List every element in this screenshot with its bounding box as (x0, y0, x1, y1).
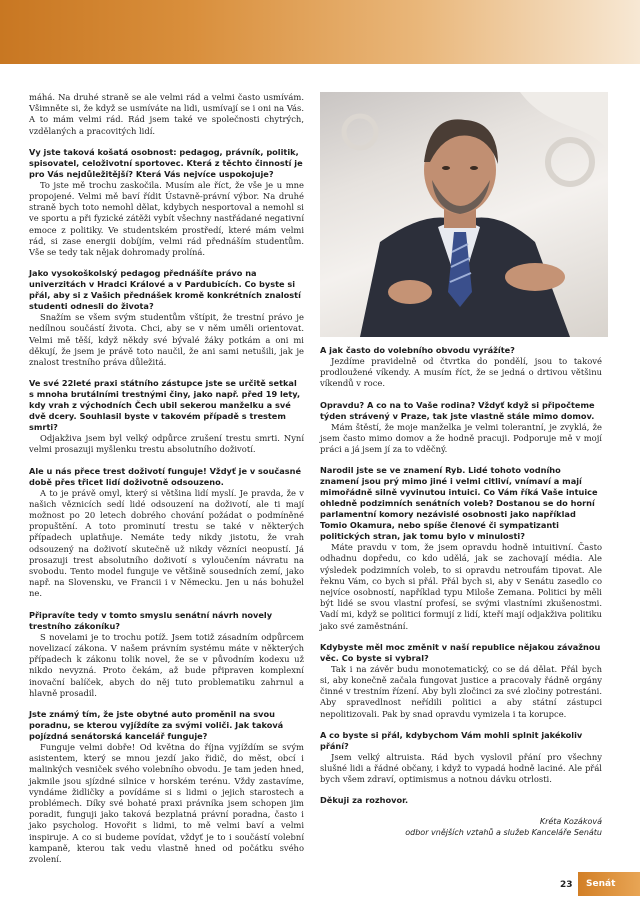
answer (29, 312, 304, 368)
qa-block (320, 730, 602, 786)
portrait-illustration (320, 92, 608, 337)
question: Děkuji za rozhovor. (320, 795, 409, 806)
answer-paragraph: Tak i na závěr budu monotematický, co se dá dělat. Přál bych si, aby konečně začala fungovat justice a pracovaly řádně orgány činné v trestním řízení. Aby byli zločinci za své zločiny potrestáni. Aby spravedlnost neřídili politici a aby státní zástupci nepolitizovali. Pak by snad opravdu vymizela i ta korupce. (320, 663, 602, 719)
qa-block (320, 345, 602, 390)
answer (320, 664, 602, 720)
question: A jak často do volebního obvodu vyrážíte? (320, 345, 515, 355)
qa-block (29, 268, 304, 368)
answer-paragraph: S novelami je to trochu potíž. Jsem totiž zásadním odpůrcem novelizací zákona. V našem právním systému máte v některých případech k zákonu tolik novel, že se v původním kodexu už nikdo nevyzná. Proto čekám, až bude připraven komplexní inovační balíček, abych do něj tuto problematiku zahrnul a hlavně prosadil. (29, 631, 304, 698)
portrait-photo (320, 92, 608, 337)
right-column (320, 345, 602, 838)
answer-paragraph: Snažím se všem svým studentům vštípit, že trestní právo je nedílnou součástí života. Chci, aby se v něm uměli orientovat. Velmi mě těší, když někdy své bývalé žáky potkám a oni mi děkují, že jsem je právě toto naučil, že ani sami netušili, jak je znalost trestního práva důležitá. (29, 312, 304, 368)
question: Narodil jste se ve znamení Ryb. Lidé tohoto vodního znamení jsou prý mimo jiné i velmi citliví, vnímaví a mají mimořádně silně vyvinutou intuici. Co Vám říká Vaše intuice ohledně podzimních senátních voleb? Dostanou se do horní parlamentní komory nezávislé osobnosti jako například Tomio Okamura, nebo spíše členové či sympatizanti politických stran, jak tomu bylo v minulosti? (320, 465, 598, 542)
answer (320, 752, 602, 786)
header-band (0, 0, 640, 64)
left-column (29, 92, 304, 875)
question: A co byste si přál, kdybychom Vám mohli splnit jakékoliv přání? (320, 729, 583, 751)
signature (320, 816, 602, 838)
answer-paragraph: Jezdíme pravidelně od čtvrtka do pondělí, jsou to takové prodloužené víkendy. A musím říct, že se jedná o drtivou většinu víkendů v roce. (320, 356, 602, 389)
signature-role: odbor vnějších vztahů a služeb Kanceláře Senátu (405, 828, 602, 838)
section-tab: Senát (578, 872, 640, 896)
question: Kdybyste měl moc změnit v naší republice nějakou závažnou věc. Co byste si vybral? (320, 641, 601, 663)
answer-paragraph: A to je právě omyl, který si většina lidí myslí. Je pravda, že v našich věznicích sedí lidé odsouzení na doživotí, ale ti mají možnost po 20 letech dobrého chování požádat o podmíněné propuštění. A toto prominutí trestu se také v některých případech uplatňuje. Nemáte tedy nikdy jistotu, že vrah odsouzený na doživotí skutečně už nikdy vězníci neopustí. Já prosazuji trest absolutního doživotí s vyloučením návratu na svobodu. Tento model funguje ve většině sousedních zemí, jako např. na Slovensku, ve Francii i v Německu. Jen u nás bohužel ne. (29, 487, 304, 599)
answer (29, 488, 304, 600)
answer (29, 92, 304, 137)
answer (320, 422, 602, 456)
answer-paragraph: Funguje velmi dobře! Od května do října vyjíždím se svým asistentem, který se mnou jezdí jako řidič, do měst, obcí i malinkých vesniček svého volebního obvodu. Je tam jeden hned, jakmile jsou sjízdné silnice v horském terénu. Vždy zastavíme, vyndáme židličky a povídáme si s lidmi o jejich starostech a problémech. Díky své bohaté praxi právníka jsem schopen jim poradit, funguji jako taková bezplatná právní poradna, často i jako psycholog. Hovořit s lidmi, to mě velmi baví a velmi inspiruje. A co si budeme povídat, vždyť je to i součástí volební kampaně, kterou tak vedu vlastně hned od počátku svého zvolení. (29, 741, 304, 864)
answer (320, 356, 602, 390)
qa-block (320, 642, 602, 720)
qa-block (29, 147, 304, 258)
answer-paragraph: Máte pravdu v tom, že jsem opravdu hodně intuitivní. Často odhadnu dopředu, co kdo udělá, jak se zachovají média. Ale výsledek podzimních voleb, to si opravdu netroufám tipovat. Ale řeknu Vám, co bych si přál. Přál bych si, aby v Senátu zasedlo co nejvíce osobností, například typu Miloše Zemana. Politici by měli být lidé se svou vlastní profesí, se svými vlastními zkušenostmi. Vadí mi, když se politici formují z lidí, kteří mají odjakživa politiku jako své zaměstnání. (320, 542, 602, 631)
answer-paragraph: Mám štěstí, že moje manželka je velmi tolerantní, je zvyklá, že jsem často mimo domov a že hodně pracuji. Podporuje mě v mojí práci a já jsem jí za to vděčný. (320, 421, 602, 455)
question: Jako vysokoškolský pedagog přednášíte právo na univerzitách v Hradci Králové a v Pardubicích. Co byste si přál, aby si z Vašich přednášek kromě konkrétních znalostí studenti odnesli do života? (29, 268, 301, 312)
answer-paragraph: máhá. Na druhé straně se ale velmi rád a velmi často usmívám. Všimněte si, že když se usmíváte na lidi, usmívají se i oni na Vás. A to mám velmi rád. Rád jsem také ve společnosti chytrých, vzdělaných a pracovitých lidí. (29, 92, 304, 136)
answer (29, 433, 304, 455)
answer (29, 180, 304, 258)
qa-block (29, 378, 304, 455)
qa-block (29, 466, 304, 600)
question: Připravíte tedy v tomto smyslu senátní návrh novely trestního zákoníku? (29, 609, 273, 631)
qa-block (320, 400, 602, 456)
signature-name: Kréta Kozáková (539, 817, 602, 827)
answer (29, 632, 304, 699)
answer-paragraph: Odjakživa jsem byl velký odpůrce zrušení trestu smrti. Nyní velmi prosazuji myšlenku trestu absolutního doživotí. (29, 433, 304, 455)
question: Jste známý tím, že jste obytné auto proměnil na svou poradnu, se kterou vyjíždíte za svými voliči. Jak taková pojízdná senátorská kancelář funguje? (29, 708, 284, 741)
answer (29, 742, 304, 865)
question: Vy jste taková košatá osobnost: pedagog, právník, politik, spisovatel, celoživotní sportovec. Která z těchto činností je pro Vás nejdůležitější? Která Vás nejvíce uspokojuje? (29, 146, 303, 179)
qa-block (29, 610, 304, 699)
answer-paragraph: To jste mě trochu zaskočila. Musím ale říct, že vše je u mne propojené. Velmi mě baví řídit Ústavně-právní výbor. Na druhé straně bych toto nemohl dělat, kdybych nesportoval a nemohl si ve sportu a při fyzické zátěži vybít všechny nastřádané negativní emoce z politiky. Ve studentském prostředí, které mám velmi rád, si zase energii dobíjím, velmi rád přednáším studentům. Vše se tedy tak nějak dohromady prolíná. (29, 179, 304, 258)
question: Ale u nás přece trest doživotí funguje! Vždyť je v současné době přes třicet lidí doživotně odsouzeno. (29, 465, 302, 487)
qa-block (29, 92, 304, 137)
qa-block (320, 795, 602, 806)
qa-block (320, 465, 602, 632)
page-number: 23 (560, 880, 573, 890)
question: Opravdu? A co na to Vaše rodina? Vždyť když si připočteme týden strávený v Praze, tak jste vlastně stále mimo domov. (320, 399, 595, 421)
qa-block (29, 709, 304, 865)
answer-paragraph: Jsem velký altruista. Rád bych vyslovil přání pro všechny slušné lidi a řádné občany, i když to vypadá hodně laciné. Ale přál bych všem zdraví, optimismus a notnou dávku otrlosti. (320, 751, 602, 785)
answer (320, 542, 602, 632)
question: Ve své 22leté praxi státního zástupce jste se určitě setkal s mnoha brutálními trestnými činy, jako např. před 19 lety, kdy vrah z východních Čech ubil sekerou manželku a své dvě dcery. Souhlasil byste v takovém případě s trestem smrti? (29, 378, 301, 433)
